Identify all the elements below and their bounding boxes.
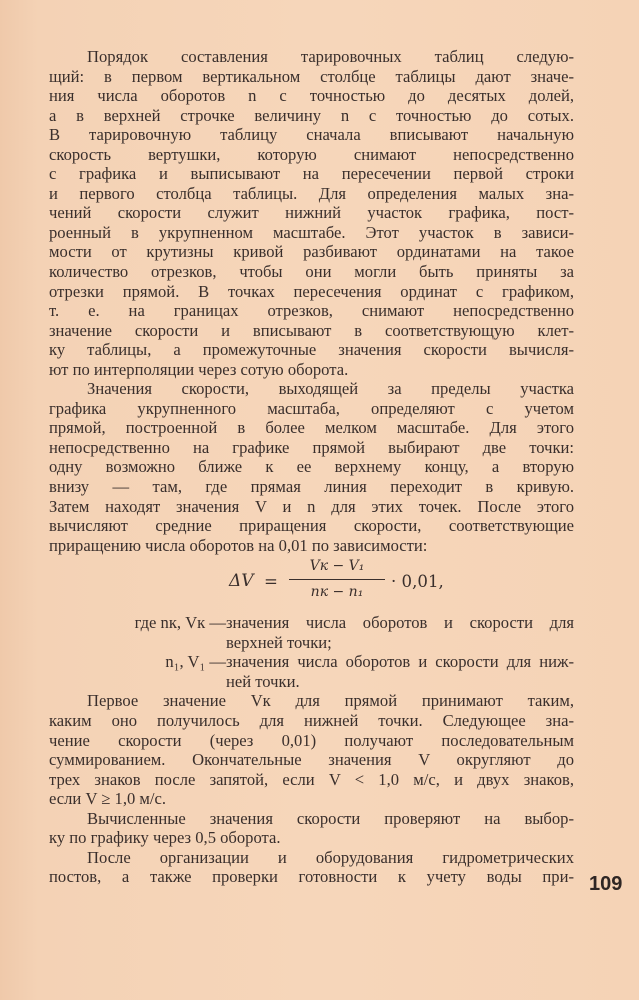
text-line: трех знаков после запятой, если V < 1,0 м/с, и двух знаков, — [49, 769, 574, 789]
text-line: т. е. на границах отрезков, снимают непосредственно — [49, 301, 574, 321]
text-line: с графика и выписывают на пересечении первой строки — [49, 164, 574, 184]
text-line: ку таблицы, а промежуточные значения скорости вычисля- — [49, 340, 574, 360]
text-line: роенный в укрупненном масштабе. Этот участок в зависи- — [49, 222, 574, 242]
text-line: После организации и оборудования гидрометрических — [87, 847, 574, 867]
text-line: количество отрезков, чтобы они могли быть приняты за — [49, 262, 574, 282]
velocity-increment-formula — [49, 555, 574, 613]
text-line: а в верхней строчке величину n с точностью до сотых. — [49, 105, 574, 125]
definition-text: ней точки. — [226, 671, 300, 691]
definition-line — [49, 633, 574, 653]
formula-numerator: Vк − V₁ — [289, 557, 385, 580]
paragraph-2 — [49, 379, 574, 555]
text-line: отрезки прямой. В точках пересечения ординат с графиком, — [49, 281, 574, 301]
text-line: и первого столбца таблицы. Для определения малых зна- — [49, 183, 574, 203]
text-line: В тарировочную таблицу сначала вписывают начальную — [49, 125, 574, 145]
text-line: прямой, построенной в более мелком масштабе. Для этого — [49, 418, 574, 438]
paragraph-3 — [49, 691, 574, 808]
definition-key: где nк, Vк — — [134, 613, 226, 633]
definition-text: значения числа оборотов и скорости для ниж- — [226, 652, 574, 672]
definition-key: n₁, V₁ — — [165, 652, 226, 672]
text-line: вычисляют средние приращения скорости, соответствующие — [49, 516, 574, 536]
text-line: ку по графику через 0,5 оборота. — [49, 828, 281, 848]
formula-multiplier: · 0,01, — [391, 572, 444, 592]
definition-line — [49, 613, 574, 633]
formula-equals: = — [264, 572, 278, 592]
text-line: значение скорости и вписывают в соответствующую клет- — [49, 320, 574, 340]
formula-fraction — [289, 557, 385, 602]
definition-line — [49, 652, 574, 672]
text-line: Значения скорости, выходящей за пределы участка — [87, 379, 574, 399]
paragraph-4 — [49, 809, 574, 848]
text-line: чение скорости (через 0,01) получают последовательным — [49, 730, 574, 750]
definition-line — [49, 672, 574, 692]
text-line: ют по интерполяции через сотую оборота. — [49, 359, 349, 379]
definition-text: верхней точки; — [226, 632, 332, 652]
text-line: приращению числа оборотов на 0,01 по зависимости: — [49, 535, 428, 555]
text-line: Порядок составления тарировочных таблиц следую- — [87, 47, 574, 66]
text-line: каким оно получилось для нижней точки. Следующее зна- — [49, 710, 574, 730]
text-line: постов, а также проверки готовности к учету воды при- — [49, 867, 574, 887]
formula-lhs: ΔV — [229, 571, 254, 592]
text-line: щий: в первом вертикальном столбце таблицы дают значе- — [49, 66, 574, 86]
text-line: Первое значение Vк для прямой принимают таким, — [87, 691, 574, 711]
page-number: 109 — [589, 873, 623, 895]
text-line: внизу — там, где прямая линия переходит в кривую. — [49, 477, 574, 497]
formula-denominator: nк − n₁ — [310, 583, 364, 600]
text-line: Вычисленные значения скорости проверяют на выбор- — [87, 808, 574, 828]
text-line: ния числа оборотов n с точностью до десятых долей, — [49, 86, 574, 106]
text-line: если V ≥ 1,0 м/с. — [49, 789, 167, 809]
text-line: Затем находят значения V и n для этих точек. После этого — [49, 496, 574, 516]
page-body — [49, 47, 574, 887]
text-line: непосредственно на графике прямой выбирают две точки: — [49, 437, 574, 457]
paragraph-5 — [49, 848, 574, 887]
text-line: графика укрупненного масштаба, определяют с учетом — [49, 398, 574, 418]
definition-text: значения числа оборотов и скорости для — [226, 613, 574, 633]
paragraph-1 — [49, 47, 574, 379]
text-line: скорость вертушки, которую снимают непосредственно — [49, 144, 574, 164]
definitions — [49, 613, 574, 691]
text-line: суммированием. Окончательные значения V округляют до — [49, 750, 574, 770]
text-line: одну возможно ближе к ее верхнему концу, а вторую — [49, 457, 574, 477]
text-line: чений скорости служит нижний участок графика, пост- — [49, 203, 574, 223]
text-line: мости от крутизны кривой разбивают ординатами на такое — [49, 242, 574, 262]
